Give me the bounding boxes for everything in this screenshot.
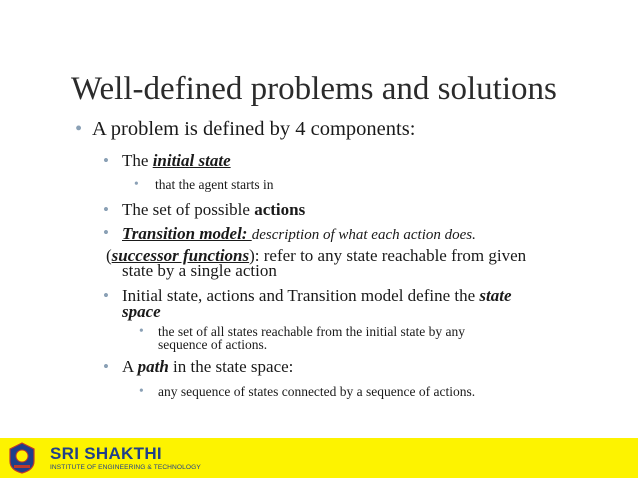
term-successor-functions: successor functions [111, 246, 250, 265]
term-path: path [137, 357, 169, 376]
bullet-icon: • [103, 223, 109, 242]
bullet-text [122, 200, 305, 220]
bullet-icon: • [103, 200, 109, 219]
bullet-icon: • [75, 118, 83, 140]
bullet-icon: • [134, 176, 139, 191]
bullet-text-part: The set of possible [122, 200, 255, 219]
term-initial-state: initial state [152, 151, 231, 170]
bullet-text-continuation [122, 302, 161, 322]
bullet-text [122, 286, 512, 306]
bullet-icon: • [139, 383, 144, 398]
term-transition-model: Transition model: [122, 224, 252, 243]
bullet-text [122, 224, 476, 244]
bullet-text-part: ): refer to any state reachable from given [249, 246, 527, 265]
bullet-icon: • [103, 357, 109, 376]
brand-subtitle: INSTITUTE OF ENGINEERING & TECHNOLOGY [50, 464, 201, 471]
term-space: space [122, 302, 161, 321]
term-actions: actions [254, 200, 306, 219]
bullet-text-part: in the state space: [168, 357, 294, 376]
bullet-icon: • [139, 323, 144, 338]
bullet-text-part: Initial state, actions and Transition model define the [122, 286, 480, 305]
slide-title: Well-defined problems and solutions [71, 71, 557, 107]
bullet-text: the set of all states reachable from the initial state by any [158, 324, 466, 339]
bullet-text-continuation: sequence of actions. [158, 337, 268, 352]
bullet-text: that the agent starts in [155, 177, 274, 192]
bullet-text-part: A [122, 357, 138, 376]
bullet-text: any sequence of states connected by a sequence of actions. [158, 384, 476, 399]
bullet-text [122, 151, 231, 171]
bullet-text-continuation: state by a single action [122, 261, 277, 280]
bullet-text-part: A problem is defined by 4 components: [92, 118, 416, 140]
institute-logo-icon [7, 441, 37, 475]
term-state: state [479, 286, 512, 305]
bullet-text-part: The [122, 151, 153, 170]
bullet-icon: • [103, 286, 109, 305]
bullet-text [92, 118, 415, 141]
bullet-text [122, 357, 293, 377]
bullet-icon: • [103, 151, 109, 170]
bullet-text-part: description of what each action does. [251, 227, 476, 243]
bullet-text-part: ( [106, 246, 112, 265]
brand-name: SRI SHAKTHI [50, 444, 162, 463]
